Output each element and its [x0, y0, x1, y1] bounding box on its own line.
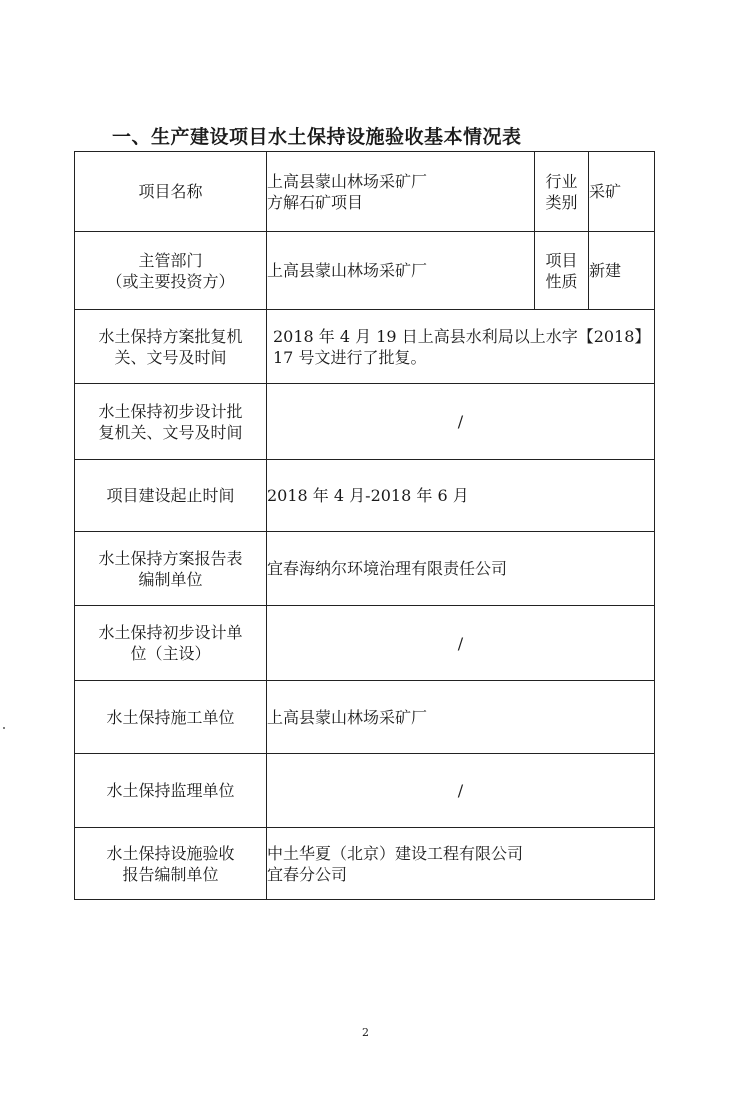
row-label: 项目名称: [75, 152, 267, 232]
table-row-plan-report-compiler: [75, 532, 655, 606]
row-value: /: [267, 754, 655, 828]
row-label: 水土保持设施验收 报告编制单位: [75, 828, 267, 900]
row-value: /: [267, 606, 655, 681]
table-row-preliminary-design-approval: [75, 384, 655, 460]
table-row-project-name: [75, 152, 655, 232]
row-value: 宜春海纳尔环境治理有限责任公司: [267, 532, 655, 606]
row-value: 中土华夏（北京）建设工程有限公司 宜春分公司: [267, 828, 655, 900]
row-label: 水土保持初步设计单 位（主设）: [75, 606, 267, 681]
row-label: 项目建设起止时间: [75, 460, 267, 532]
row-value: 2018 年 4 月 19 日上高县水利局以上水字【2018】 17 号文进行了批复。: [267, 310, 655, 384]
table-row-construction-unit: [75, 681, 655, 754]
scan-speck: [3, 727, 5, 729]
table-row-competent-department: [75, 232, 655, 310]
row-label: 水土保持施工单位: [75, 681, 267, 754]
row-label: 水土保持方案批复机 关、文号及时间: [75, 310, 267, 384]
row-label: 水土保持初步设计批 复机关、文号及时间: [75, 384, 267, 460]
row-label: 水土保持监理单位: [75, 754, 267, 828]
page-number: 2: [362, 1026, 369, 1039]
project-nature-label: 项目 性质: [535, 232, 589, 310]
table-row-preliminary-design-unit: [75, 606, 655, 681]
row-label: 水土保持方案报告表 编制单位: [75, 532, 267, 606]
industry-category-label: 行业 类别: [535, 152, 589, 232]
row-value: 2018 年 4 月-2018 年 6 月: [267, 460, 655, 532]
row-value: 上高县蒙山林场采矿厂 方解石矿项目: [267, 152, 535, 232]
table-row-supervision-unit: [75, 754, 655, 828]
row-label: 主管部门 （或主要投资方）: [75, 232, 267, 310]
table-row-acceptance-report-compiler: [75, 828, 655, 900]
table-heading: 一、生产建设项目水土保持设施验收基本情况表: [112, 126, 522, 148]
project-nature-value: 新建: [589, 232, 655, 310]
row-value: /: [267, 384, 655, 460]
table-row-construction-period: [75, 460, 655, 532]
table-row-plan-approval: [75, 310, 655, 384]
industry-category-value: 采矿: [589, 152, 655, 232]
row-value: 上高县蒙山林场采矿厂: [267, 232, 535, 310]
acceptance-info-table: [74, 151, 655, 900]
row-value: 上高县蒙山林场采矿厂: [267, 681, 655, 754]
